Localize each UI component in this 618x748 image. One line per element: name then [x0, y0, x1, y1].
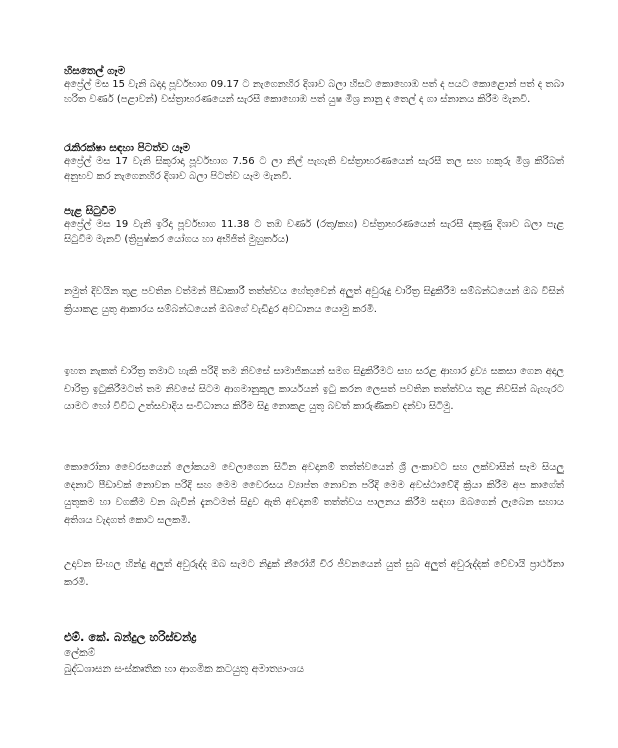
section-heading: හිසතෙල් ගෑම	[64, 65, 126, 77]
ministry-name: බුද්ධශාසන සංස්කෘතික හා ආගමික කටයුතු අමාත්‍යාංශය	[64, 663, 305, 675]
section-planting	[64, 204, 564, 247]
section-heading: පැළ සිටුවීම	[64, 205, 116, 217]
section-heading: රැකිරක්ෂා සඳහා පිටත්ව යෑම	[64, 142, 191, 154]
section-text: අප්‍රේල් මස 15 වැනි බදාදා පූර්වභාග 09.17 ට නැගෙනහිර දිශාව බලා හිසට කොහොඹ පත් ද පයට කොළොන් පත් ද තබා හරිත වර්ණ (පළාවන්) වස්ත්‍රාභරණයෙන් සැරසී කොහොඹ පත් යුෂ මිශ්‍ර නානු ද තෙල් ද ගා ස්නානය කිරීම මැනවි.	[64, 79, 564, 105]
body-text: නමුත් දිවයින තුළ පවතින වත්මන් පීඩාකාරී තත්ත්වය හේතුවෙන් අලුත් අවුරුදු චාරිත්‍ර සිදුකිරීම සම්බන්ධයෙන් ඔබ විසින් ක්‍රියාකළ යුතු ආකාරය සම්බන්ධයෙන් ඔබගේ වැඩිදුර අවධානය යොමු කරමි.	[64, 286, 564, 315]
section-text: අප්‍රේල් මස 19 වැනි ඉරිදා පූර්වභාග 11.38 ට තඹ වර්ණ (රතු/කහ) වස්ත්‍රාභරණයෙන් සැරසී දකුණු දිශාව බලා පැළ සිටුවීම මැනවි (ත්‍රිපුෂ්කර යෝගය හා අභිජිත් මුහුර්තය)	[64, 219, 564, 245]
body-text: ඉහත නැකත් චාරිත්‍ර තමාට හැකි පරිදි තම නිවසේ සාමාජිකයන් සමග සිදුකිරීමට සහ සරළ ආහාර ද්‍රව්‍ය සකසා ගෙන අදාල චාරිත්‍ර ඉටුකිරීමටත් තම නිවසේ සිටම ආගමානුකූල කාර්යයන් ඉටු කරන ලෙසත් පවතින තත්ත්වය තුළ නිවසින් බැහැරට යාමට හෝ විවිධ උත්සවාදිය සංවිධානය කිරීම සිදු නොකළ යුතු බවත් කාරුණිකව දන්වා සිටිමු.	[64, 366, 564, 412]
section-text: අප්‍රේල් මස 17 වැනි සිකුරාදා පූර්වභාග 7.56 ට ලා නිල් පැහැති වස්ත්‍රාභරණයෙන් සැරසී තල සහ හකුරු මිශ්‍ර කිරිබත් අනුභව කර නැගෙනහිර දිශාව බලා පිටත්ව යෑම මැනවි.	[64, 156, 564, 182]
body-paragraph-1	[64, 283, 564, 318]
signature-block	[64, 629, 564, 677]
body-text: උදාවන සිංහල හින්දු අලුත් අවුරුද්ද ඔබ සැමට නිදුක් නීරෝගී චිර ජීවනයෙන් යුත් සුබ අලුත් අවුරුද්දක් වේවායි ප්‍රාර්ථනා කරමි.	[64, 559, 564, 588]
signatory-title: ලේකම්	[64, 647, 96, 659]
body-paragraph-4	[64, 556, 564, 591]
body-text: කොරෝනා වෛරසයෙන් ලෝකයම වෙලාගෙන සිටින අවදානම් තත්ත්වයෙන් ශ්‍රී ලංකාවට සහ ලක්වාසීන් සෑම සියලු දෙනාට පීඩාවක් නොවන පරිදි සහ මෙම වෛරසය ව්‍යාප්ත නොවන පරිදි මෙම අවස්ථාවේදී ක්‍රියා කිරීම අප කාගේත් යුතුකම හා වගකීම වන බැවින් දැනටමත් සිදුව ඇති අවදානම් තත්ත්වය පාලනය කිරීම සඳහා ඔබගෙන් ලැබෙන සහාය අතිශය වැදගත් කොට සලකමි.	[64, 462, 564, 526]
section-head-oil	[64, 64, 564, 107]
body-paragraph-2	[64, 363, 564, 416]
body-paragraph-3	[64, 459, 564, 529]
signatory-name: එම්. කේ. බන්දුල හරිස්චන්ද්‍ර	[64, 630, 197, 644]
section-leaving-for-work	[64, 141, 564, 184]
